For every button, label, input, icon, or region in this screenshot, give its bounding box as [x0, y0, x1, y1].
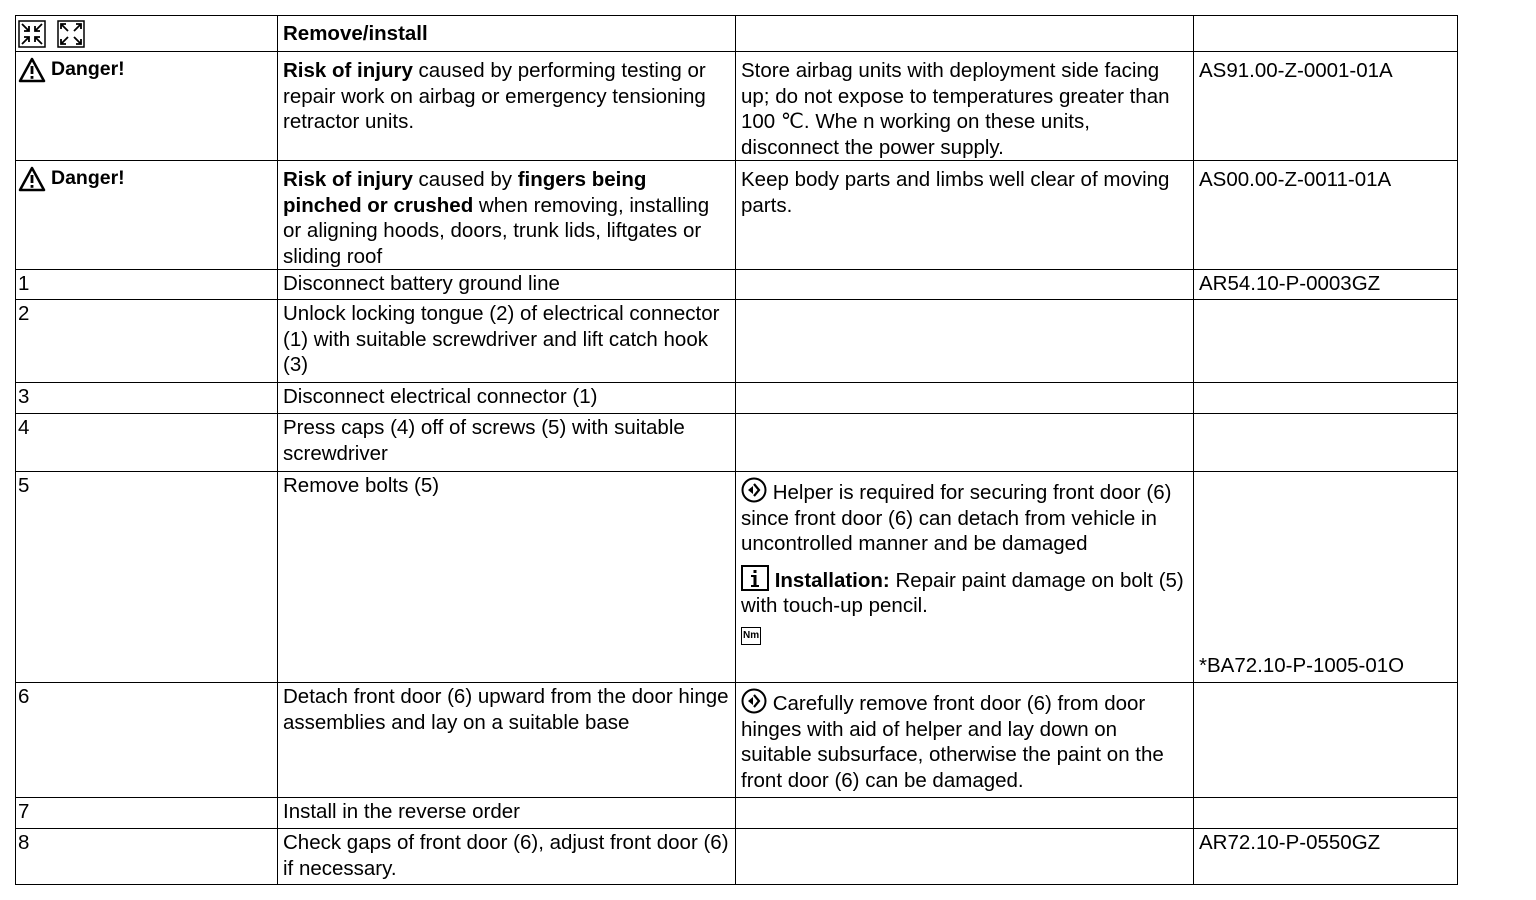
step-note-cell: [736, 270, 1194, 300]
header-empty-cell: [736, 16, 1194, 52]
step-row: [16, 829, 1458, 885]
expand-arrows-icon: [57, 20, 85, 48]
step-note-cell: [736, 383, 1194, 414]
step-ref-link[interactable]: AR72.10-P-0550GZ: [1194, 829, 1458, 885]
step-text: Detach front door (6) upward from the door hinge assemblies and lay on a suitable base: [278, 683, 736, 798]
step-text: Press caps (4) off of screws (5) with suitable screwdriver: [278, 414, 736, 472]
step-number: 1: [16, 270, 278, 300]
helper-note: [741, 477, 1188, 557]
step-row: [16, 683, 1458, 798]
warning-triangle-icon: [18, 57, 46, 83]
step-row: [16, 472, 1458, 683]
procedure-table: [15, 15, 1458, 885]
step-row: [16, 383, 1458, 414]
step-number: 4: [16, 414, 278, 472]
step-note-cell: [736, 414, 1194, 472]
step-row: [16, 300, 1458, 383]
step-number: 2: [16, 300, 278, 383]
step-number: 3: [16, 383, 278, 414]
step-ref-cell: [1194, 798, 1458, 829]
step-note-cell: [736, 829, 1194, 885]
helper-required-icon: [741, 688, 767, 714]
hazard-risk-cell: [278, 52, 736, 161]
step-ref-cell: [1194, 300, 1458, 383]
step-note-cell: [736, 300, 1194, 383]
step-text: Unlock locking tongue (2) of electrical connector (1) with suitable screwdriver and lift catch hook (3): [278, 300, 736, 383]
step-number: 7: [16, 798, 278, 829]
step-row: [16, 798, 1458, 829]
danger-label: Danger!: [51, 167, 125, 190]
step-number: 5: [16, 472, 278, 683]
installation-note: [741, 565, 1188, 619]
hazard-risk-cell: [278, 161, 736, 270]
step-ref-link[interactable]: AR54.10-P-0003GZ: [1194, 270, 1458, 300]
risk-heading: Risk of injury: [283, 168, 413, 191]
danger-label: Danger!: [51, 58, 125, 81]
step-ref-cell: [1194, 383, 1458, 414]
hazard-ref-link[interactable]: AS00.00-Z-0011-01A: [1194, 161, 1458, 270]
step-ref-link[interactable]: *BA72.10-P-1005-01O: [1199, 653, 1405, 677]
hazard-measure-cell: Store airbag units with deployment side facing up; do not expose to temperatures greater than 100 ℃. Whe n working on these units, disconnect the power supply.: [736, 52, 1194, 161]
step-ref-cell: [1194, 414, 1458, 472]
step-text: Remove bolts (5): [278, 472, 736, 683]
hazard-label-cell: [16, 161, 278, 270]
risk-text: caused by performing testing or repair work on airbag or emergency tensioning retractor units.: [283, 59, 706, 133]
step-row: [16, 270, 1458, 300]
step-number: 6: [16, 683, 278, 798]
page-title: Remove/install: [278, 16, 736, 52]
step-text: Disconnect battery ground line: [278, 270, 736, 300]
hazard-measure-cell: Keep body parts and limbs well clear of moving parts.: [736, 161, 1194, 270]
hazard-ref-link[interactable]: AS91.00-Z-0001-01A: [1194, 52, 1458, 161]
step-note-cell: [736, 472, 1194, 683]
step-ref-cell: [1194, 472, 1458, 683]
torque-nm-icon[interactable]: Nm: [741, 627, 761, 645]
step-text: Disconnect electrical connector (1): [278, 383, 736, 414]
step-row: [16, 414, 1458, 472]
hazard-row: [16, 52, 1458, 161]
risk-heading: Risk of injury: [283, 59, 413, 82]
helper-note-text: Helper is required for securing front door (6) since front door (6) can detach from vehicle in uncontrolled manner and be damaged: [741, 481, 1172, 555]
step-note-cell: [736, 798, 1194, 829]
installation-label: Installation:: [774, 568, 890, 592]
header-row: [16, 16, 1458, 52]
risk-text: when removing, installing or aligning hoods, doors, trunk lids, liftgates or sliding roof: [283, 193, 710, 268]
hazard-label-cell: [16, 52, 278, 161]
hazard-row: [16, 161, 1458, 270]
risk-text: caused by: [412, 168, 518, 191]
header-empty-cell: [1194, 16, 1458, 52]
info-icon: [741, 565, 769, 591]
risk-emphasis: fingers being pinched or crushed: [283, 168, 647, 217]
installation-text: Repair paint damage on bolt (5) with touch-up pencil.: [741, 568, 1184, 617]
step-number: 8: [16, 829, 278, 885]
step-text: Check gaps of front door (6), adjust front door (6) if necessary.: [278, 829, 736, 885]
step-note-cell: [736, 683, 1194, 798]
warning-triangle-icon: [18, 166, 46, 192]
helper-required-icon: [741, 477, 767, 503]
step-text: Install in the reverse order: [278, 798, 736, 829]
header-icons-cell: [16, 16, 278, 52]
step-ref-cell: [1194, 683, 1458, 798]
shrink-arrows-icon: [18, 20, 46, 48]
helper-note-text: Carefully remove front door (6) from door hinges with aid of helper and lay down on suitable subsurface, otherwise the paint on the front door (6) can be damaged.: [741, 692, 1164, 792]
